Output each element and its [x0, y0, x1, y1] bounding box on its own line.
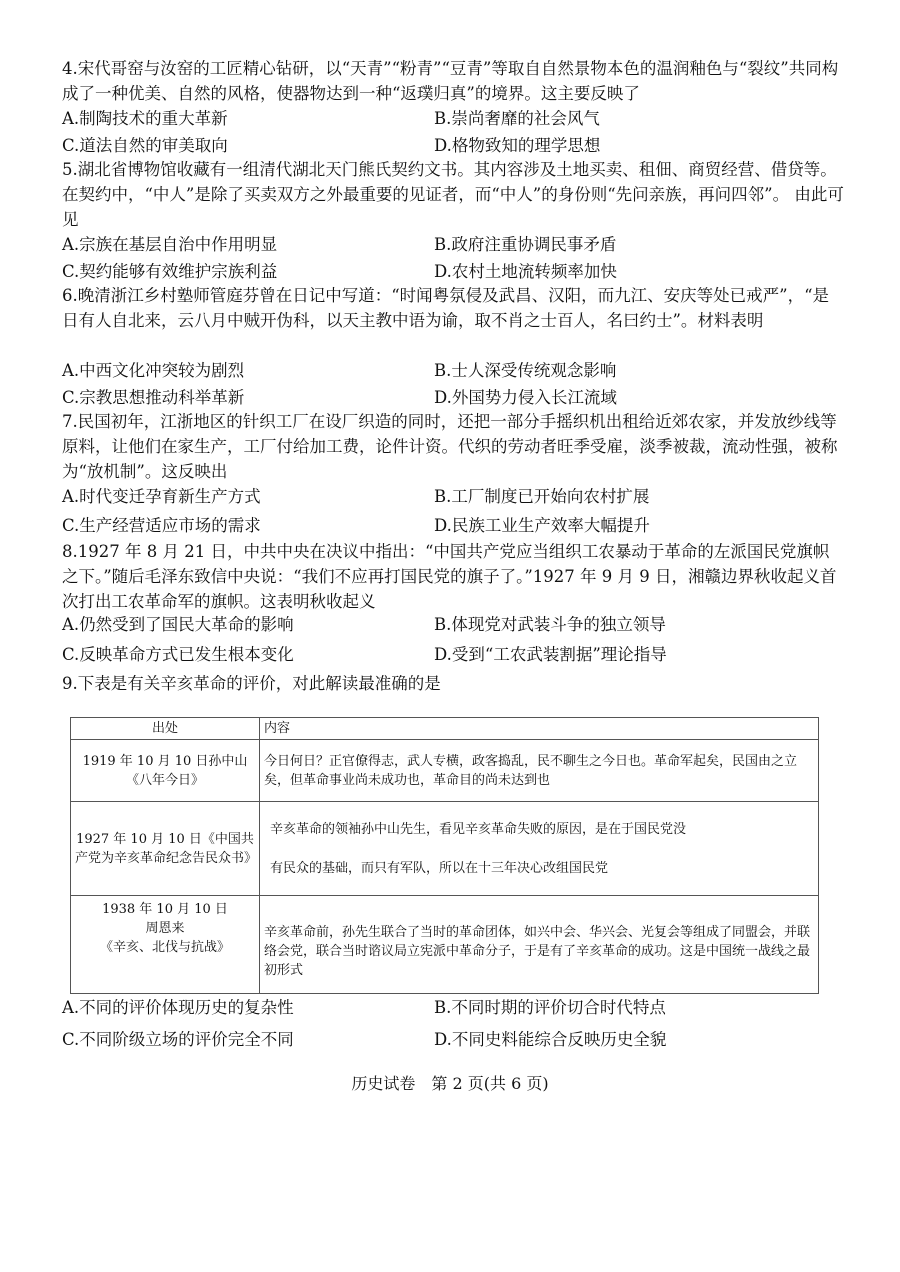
table-cell-content: [260, 802, 819, 896]
question-6-stem: 6.晚清浙江乡村塾师管庭芬曾在日记中写道：“时闻粤氛侵及武昌、汉阳，而九江、安庆等处已戒严”，“是日有人自北来，云八月中贼开伪科，以天主教中语为谕，取不肖之士百人，名曰约士”。材料表明: [62, 286, 830, 330]
content-text: 辛亥革命前，孙先生联合了当时的革命团体，如兴中会、华兴会、光复会等组成了同盟会，并联络会党，联合当时谘议局立宪派中革命分子，于是有了辛亥革命的成功。这是中国统一战线之最初形式: [264, 925, 811, 978]
source-line: 《八年今日》: [125, 772, 204, 788]
table-header-source: 出处: [71, 718, 260, 740]
question-5-options-row-1: [62, 232, 844, 257]
question-5-options-row-2: [62, 259, 844, 284]
question-4-option-b[interactable]: B.崇尚奢靡的社会风气: [434, 109, 600, 128]
question-4-option-d[interactable]: D.格物致知的理学思想: [434, 136, 601, 155]
table-header-row: [71, 718, 819, 740]
question-4-option-c[interactable]: C.道法自然的审美取向: [62, 136, 228, 155]
source-line: 周恩来: [145, 921, 185, 936]
question-4-options-row-1: [62, 106, 844, 131]
table-cell-source: [71, 740, 260, 802]
question-6-option-c[interactable]: C.宗教思想推动科举革新: [62, 388, 245, 407]
table-cell-source: [71, 896, 260, 994]
revolution-evaluation-table: [70, 717, 819, 994]
question-7-option-b[interactable]: B.工厂制度已开始向农村扩展: [434, 487, 650, 506]
table-row: [71, 896, 819, 994]
source-line: 1938 年 10 月 10 日: [102, 902, 228, 917]
content-text: 今日何日？正官僚得志，武人专横，政客捣乱，民不聊生之今日也。革命军起矣，民国由之立矣，但革命事业尚未成功也，革命目的尚未达到也: [264, 753, 798, 788]
question-7-stem: 7.民国初年，江浙地区的针织工厂在设厂织造的同时，还把一部分手摇织机出租给近郊农家，并发放纱线等原料，让他们在家生产，工厂付给加工费，论件计资。代织的劳动者旺季受雇，淡季被裁，流动性强，被称为“放机制”。这反映出: [62, 412, 838, 481]
question-9-stem: 9.下表是有关辛亥革命的评价，对此解读最准确的是: [62, 674, 441, 693]
question-5-option-a[interactable]: A.宗族在基层自治中作用明显: [62, 235, 278, 254]
question-9-option-c[interactable]: C.不同阶级立场的评价完全不同: [62, 1030, 294, 1049]
table-row: [71, 740, 819, 802]
table-cell-content: [260, 896, 819, 994]
question-7-options-row-2: [62, 513, 844, 538]
question-6-option-a[interactable]: A.中西文化冲突较为剧烈: [62, 361, 245, 380]
question-8-option-a[interactable]: A.仍然受到了国民大革命的影响: [62, 615, 294, 634]
question-4-stem: 4.宋代哥窑与汝窑的工匠精心钻研，以“天青”“粉青”“豆青”等取自自然景物本色的温润釉色与“裂纹”共同构成了一种优美、自然的风格，使器物达到一种“返璞归真”的境界。这主要反映了: [62, 59, 839, 103]
table-cell-source: [71, 802, 260, 896]
question-9-option-d[interactable]: D.不同史料能综合反映历史全貌: [434, 1030, 667, 1049]
question-9-option-a[interactable]: A.不同的评价体现历史的复杂性: [62, 998, 294, 1017]
question-7-options-row-1: [62, 484, 844, 509]
question-6-option-b[interactable]: B.士人深受传统观念影响: [434, 361, 617, 380]
source-line: 1919 年 10 月 10 日孙中山: [82, 753, 248, 769]
question-6-options-row-1: [62, 358, 844, 383]
table-cell-content: [260, 740, 819, 802]
question-8-option-b[interactable]: B.体现党对武装斗争的独立领导: [434, 615, 666, 634]
question-4-option-a[interactable]: A.制陶技术的重大革新: [62, 109, 228, 128]
question-9-options-row-2: [62, 1027, 844, 1052]
table-row: [71, 802, 819, 896]
source-line: 1927 年 10 月 10 日《中国共产党为辛亥革命纪念告民众书》: [75, 831, 258, 866]
question-8-options-row-1: [62, 612, 844, 637]
source-line: 《辛亥、北伐与抗战》: [99, 940, 230, 955]
question-4-options-row-2: [62, 133, 844, 158]
question-6-option-d[interactable]: D.外国势力侵入长江流域: [434, 388, 617, 407]
question-7-option-a[interactable]: A.时代变迁孕育新生产方式: [62, 487, 261, 506]
content-text: 有民众的基础，而只有军队，所以在十三年决心改组国民党: [270, 860, 609, 876]
question-5-option-b[interactable]: B.政府注重协调民事矛盾: [434, 235, 617, 254]
question-5-option-d[interactable]: D.农村土地流转频率加快: [434, 262, 617, 281]
page-footer: 历史试卷 第 2 页(共 6 页): [351, 1074, 549, 1093]
question-7-option-d[interactable]: D.民族工业生产效率大幅提升: [434, 516, 650, 535]
question-5-option-c[interactable]: C.契约能够有效维护宗族利益: [62, 262, 278, 281]
question-8-option-c[interactable]: C.反映革命方式已发生根本变化: [62, 645, 294, 664]
question-8-stem: 8.1927 年 8 月 21 日，中共中央在决议中指出：“中国共产党应当组织工农暴动于革命的左派国民党旗帜之下。”随后毛泽东致信中央说：“我们不应再打国民党的旗子了。”1927 年 9 月 9 日，湘赣边界秋收起义首次打出工农革命军的旗帜。这表明秋收起义: [62, 542, 837, 611]
content-text: 辛亥革命的领袖孙中山先生，看见辛亥革命失败的原因，是在于国民党没: [270, 821, 687, 837]
question-5-stem: 5.湖北省博物馆收藏有一组清代湖北天门熊氏契约文书。其内容涉及土地买卖、租佃、商贸经营、借贷等。在契约中，“中人”是除了买卖双方之外最重要的见证者，而“中人”的身份则“先问亲族，再问四邻”。 由此可见: [62, 160, 844, 229]
question-9-option-b[interactable]: B.不同时期的评价切合时代特点: [434, 998, 666, 1017]
question-8-options-row-2: [62, 642, 844, 667]
question-9-options-row-1: [62, 995, 844, 1020]
question-6-options-row-2: [62, 385, 844, 410]
question-8-option-d[interactable]: D.受到“工农武装割据”理论指导: [434, 645, 667, 664]
question-7-option-c[interactable]: C.生产经营适应市场的需求: [62, 516, 261, 535]
table-header-content: 内容: [260, 718, 819, 740]
